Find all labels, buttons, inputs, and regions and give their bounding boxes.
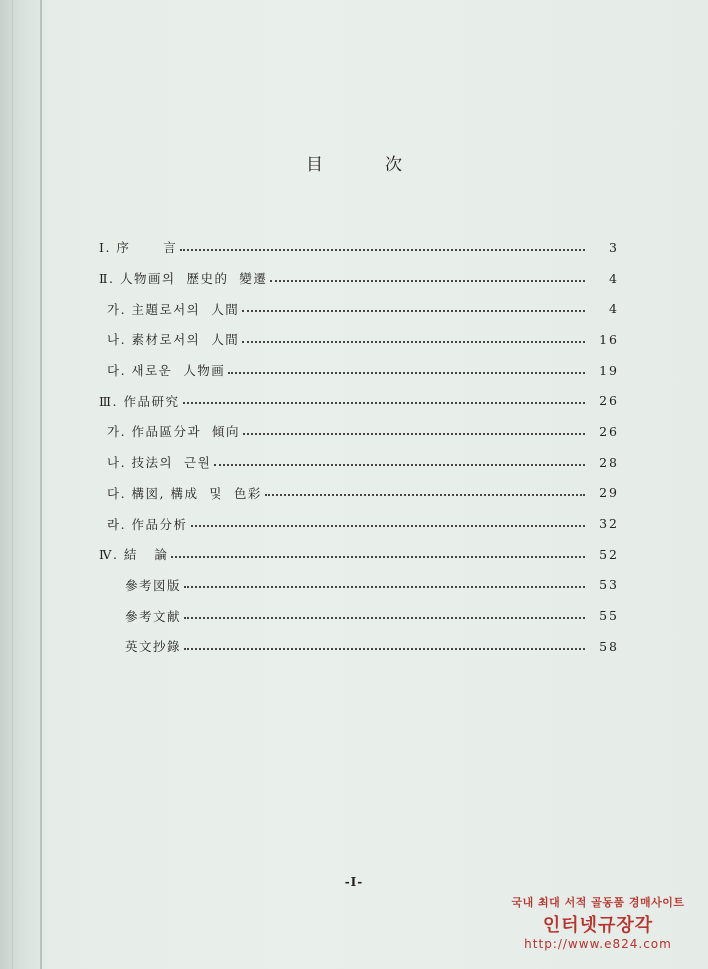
- toc-entry-page: 26: [599, 393, 619, 409]
- toc-entry-page: 58: [599, 638, 619, 654]
- dot-leader: [242, 340, 585, 343]
- watermark-tagline: 국내 최대 서적 골동품 경매사이트: [511, 896, 685, 909]
- toc-entry-page: 19: [599, 362, 619, 378]
- dot-leader: [228, 371, 585, 374]
- toc-entry-page: 3: [609, 239, 619, 255]
- toc-entry-label: 라. 作品分析: [107, 516, 188, 532]
- toc-entry-page: 32: [599, 516, 619, 532]
- toc-entry-label: Ⅲ. 作品研究: [99, 393, 180, 409]
- toc-entry-label: 參考文献: [125, 608, 182, 624]
- toc-entry: [99, 324, 619, 355]
- toc-entry: [99, 570, 619, 601]
- toc-entry: [99, 263, 619, 294]
- toc-entry-page: 26: [599, 423, 619, 439]
- toc-entry: [99, 631, 619, 662]
- page-title: [0, 150, 708, 175]
- toc-entry-page: 52: [599, 546, 619, 562]
- toc-entry: [99, 385, 619, 416]
- dot-leader: [171, 555, 585, 558]
- toc-entry-label: Ⅰ. 序 言: [99, 240, 178, 256]
- dot-leader: [180, 248, 585, 251]
- toc-entry-label: 나. 素材로서의 人間: [107, 332, 240, 348]
- watermark-url: http://www.e824.com: [524, 937, 672, 951]
- dot-leader: [265, 493, 585, 496]
- toc-entry-page: 53: [599, 577, 619, 593]
- dot-leader: [243, 432, 585, 435]
- toc-entry-page: 28: [599, 454, 619, 470]
- table-of-contents: [99, 232, 619, 662]
- toc-entry-label: Ⅱ. 人物画의 歷史的 變遷: [99, 271, 268, 287]
- dot-leader: [184, 585, 585, 588]
- binding-spine: [40, 0, 42, 969]
- toc-entry: [99, 355, 619, 386]
- watermark: [498, 894, 698, 951]
- dot-leader: [242, 309, 585, 312]
- toc-entry-label: 다. 構図, 構成 및 色彩: [107, 485, 262, 501]
- dot-leader: [214, 463, 585, 466]
- toc-entry: [99, 416, 619, 447]
- dot-leader: [184, 647, 585, 650]
- toc-entry-page: 4: [609, 301, 619, 317]
- toc-entry: [99, 478, 619, 509]
- toc-entry-label: 나. 技法의 근원: [107, 455, 212, 471]
- toc-entry-label: 다. 새로운 人物画: [107, 363, 226, 379]
- toc-entry-label: 參考図版: [125, 577, 182, 593]
- toc-entry: [99, 600, 619, 631]
- dot-leader: [191, 524, 585, 527]
- toc-entry: [99, 447, 619, 478]
- toc-entry-page: 55: [599, 608, 619, 624]
- dot-leader: [184, 616, 585, 619]
- dot-leader: [270, 279, 585, 282]
- page-number-footer: -Ⅰ-: [344, 875, 364, 889]
- toc-entry: [99, 293, 619, 324]
- title-char-right: 次: [385, 155, 402, 175]
- toc-entry-label: Ⅳ. 結 論: [99, 547, 169, 563]
- watermark-brand: 인터넷규장각: [542, 915, 654, 936]
- toc-entry-label: 가. 作品區分과 傾向: [107, 424, 241, 440]
- toc-entry-page: 16: [599, 331, 619, 347]
- toc-entry-label: 가. 主題로서의 人間: [107, 301, 240, 317]
- toc-entry-page: 29: [599, 485, 619, 501]
- title-char-left: 目: [306, 155, 323, 175]
- toc-entry: [99, 539, 619, 570]
- page-edge-line: [12, 0, 13, 969]
- toc-entry: [99, 508, 619, 539]
- toc-entry-page: 4: [609, 270, 619, 286]
- dot-leader: [183, 401, 585, 404]
- toc-entry-label: 英文抄錄: [125, 639, 182, 655]
- toc-entry: [99, 232, 619, 263]
